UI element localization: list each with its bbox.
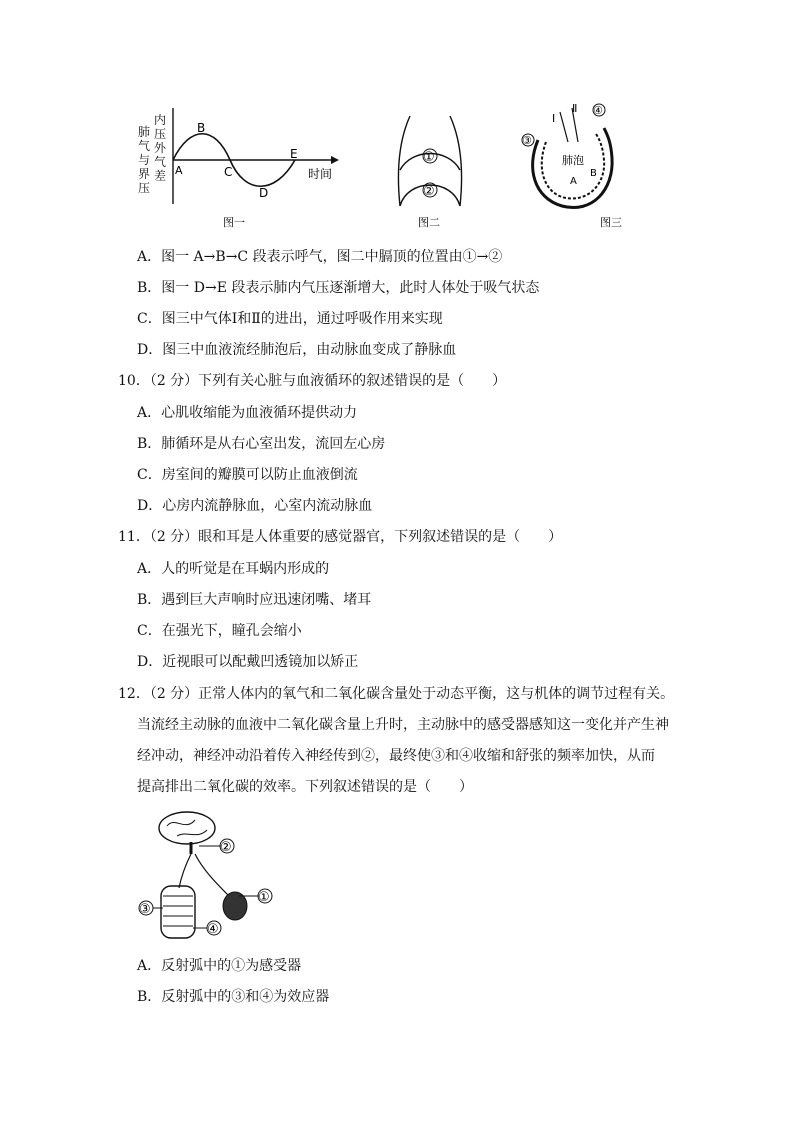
brain-folds bbox=[167, 820, 207, 836]
point-d-label: D bbox=[259, 186, 269, 200]
q10-option-a[interactable]: A．心肌收缩能为血液循环提供动力 bbox=[137, 405, 358, 421]
efferent-nerve bbox=[179, 854, 191, 888]
q11-option-a[interactable]: A．人的听觉是在耳蜗内形成的 bbox=[137, 561, 330, 577]
gas-i-arrow bbox=[560, 112, 568, 142]
q11-option-d[interactable]: D．近视眼可以配戴凹透镜加以矫正 bbox=[137, 654, 359, 670]
alveolus-label: 肺泡 bbox=[562, 154, 584, 167]
mark-1: ① bbox=[423, 150, 435, 165]
label-b: B bbox=[590, 168, 597, 179]
q10-option-d[interactable]: D．心房内流静脉血，心室内流动脉血 bbox=[137, 498, 373, 514]
ylabel-char: 外 bbox=[154, 141, 167, 155]
gas-ii-label: Ⅱ bbox=[572, 102, 578, 115]
q12-stem-line-4: 提高排出二氧化碳的效率。下列叙述错误的是（ ） bbox=[137, 779, 473, 795]
q9-option-a[interactable]: A．图一 A→B→C 段表示呼气，图二中膈顶的位置由①→② bbox=[137, 249, 503, 265]
figure-3-alveolus bbox=[516, 98, 626, 234]
figure-3-caption: 图三 bbox=[600, 216, 622, 229]
figure-2-caption: 图二 bbox=[418, 216, 440, 229]
ylabel-char: 界 bbox=[138, 167, 151, 181]
ylabel-char: 差 bbox=[154, 169, 167, 183]
mark-3: ③ bbox=[522, 134, 532, 147]
point-b-label: B bbox=[197, 121, 206, 135]
mark-4: ④ bbox=[593, 104, 603, 117]
ribcage bbox=[161, 886, 195, 938]
figure-1-caption: 图一 bbox=[223, 216, 245, 229]
figure-2-diaphragm bbox=[390, 108, 470, 233]
point-a-label: A bbox=[175, 164, 183, 177]
q11-stem: 11．（2 分）眼和耳是人体重要的感觉器官，下列叙述错误的是（ ） bbox=[118, 529, 563, 545]
q11-option-b[interactable]: B．遇到巨大声响时应迅速闭嘴、堵耳 bbox=[137, 592, 372, 608]
q10-stem: 10．（2 分）下列有关心脏与血液循环的叙述错误的是（ ） bbox=[118, 373, 507, 389]
mark-3: ③ bbox=[139, 902, 151, 917]
ylabel-char: 压 bbox=[154, 127, 167, 141]
mark-4: ④ bbox=[207, 922, 219, 937]
q9-option-c[interactable]: C．图三中气体Ⅰ和Ⅱ的进出，通过呼吸作用来实现 bbox=[137, 311, 443, 327]
figure-reflex-arc bbox=[137, 806, 282, 946]
ylabel-char: 气 bbox=[154, 155, 167, 169]
q10-option-c[interactable]: C．房室间的瓣膜可以防止血液倒流 bbox=[137, 467, 358, 483]
gas-i-label: Ⅰ bbox=[552, 112, 556, 125]
mark-2: ② bbox=[423, 184, 435, 199]
q12-option-b[interactable]: B．反射弧中的③和④为效应器 bbox=[137, 989, 330, 1005]
q12-stem-line-1: 12．（2 分）正常人体内的氧气和二氧化碳含量处于动态平衡，这与机体的调节过程有关。 bbox=[118, 686, 675, 702]
figure-1-pressure-graph bbox=[135, 100, 345, 230]
point-e-label: E bbox=[290, 147, 298, 161]
q9-option-d[interactable]: D．图三中血液流经肺泡后，由动脉血变成了静脉血 bbox=[137, 342, 457, 358]
q12-option-a[interactable]: A．反射弧中的①为感受器 bbox=[137, 958, 302, 974]
q9-option-b[interactable]: B．图一 D→E 段表示肺内气压逐渐增大，此时人体处于吸气状态 bbox=[137, 280, 540, 296]
q12-stem-line-3: 经冲动，神经冲动沿着传入神经传到②，最终使③和④收缩和舒张的频率加快，从而 bbox=[137, 748, 655, 764]
ylabel-char: 气 bbox=[138, 139, 151, 153]
ylabel-char: 与 bbox=[138, 153, 151, 167]
point-c-label: C bbox=[224, 165, 233, 179]
brain bbox=[159, 812, 215, 844]
ylabel-char: 肺 bbox=[138, 125, 151, 139]
mark-1: ① bbox=[258, 890, 270, 905]
q11-option-c[interactable]: C．在强光下，瞳孔会缩小 bbox=[137, 623, 302, 639]
x-axis-arrow bbox=[331, 156, 339, 164]
ribs bbox=[163, 896, 193, 926]
label-a: A bbox=[570, 176, 577, 187]
afferent-nerve bbox=[195, 854, 229, 896]
x-axis-label: 时间 bbox=[308, 167, 333, 181]
ylabel-char: 内 bbox=[154, 113, 167, 127]
ylabel-char: 压 bbox=[138, 181, 151, 195]
q12-stem-line-2: 当流经主动脉的血液中二氧化碳含量上升时，主动脉中的感受器感知这一变化并产生神 bbox=[137, 717, 669, 733]
mark-2: ② bbox=[220, 840, 232, 855]
figure-1-ylabel bbox=[138, 112, 167, 195]
q10-option-b[interactable]: B．肺循环是从右心室出发，流回左心房 bbox=[137, 436, 386, 452]
